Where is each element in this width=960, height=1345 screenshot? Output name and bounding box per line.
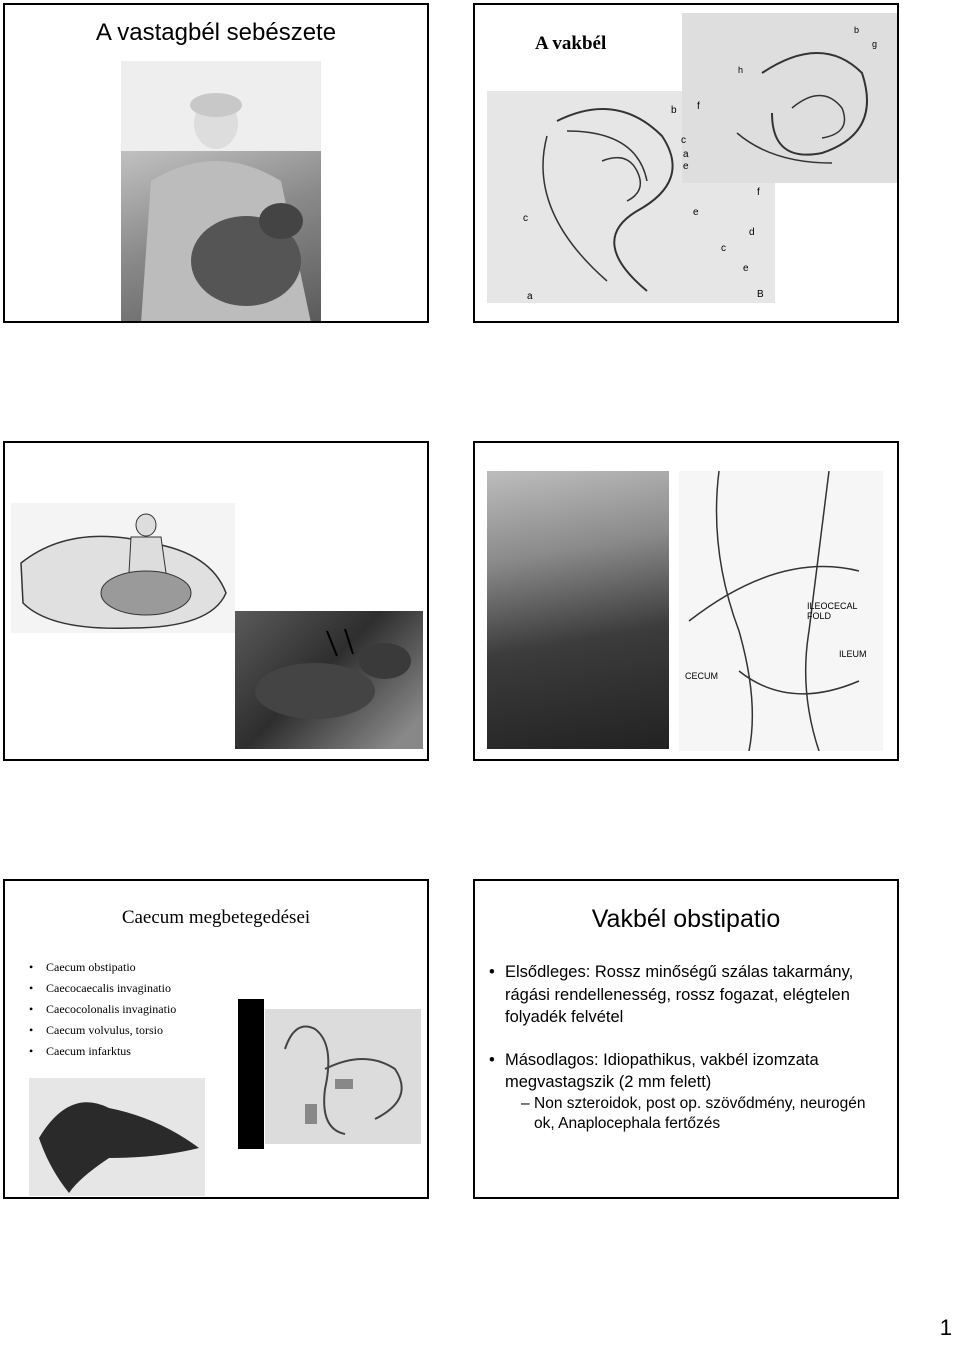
diagram-label: f [697, 101, 700, 112]
diagram-label: c [721, 243, 726, 254]
diagram-label: c [523, 213, 528, 224]
page-number: 1 [939, 1315, 952, 1340]
caecum-diagram-b [682, 13, 899, 183]
list-item: • Caecum obstipatio [29, 957, 176, 978]
colon-diagram [265, 1009, 421, 1144]
diagram-label: B [757, 289, 764, 300]
slide-title: A vastagbél sebészete [95, 19, 337, 46]
drawing-label: ILEUM [839, 649, 867, 659]
diagram-label: e [683, 161, 689, 172]
specimen-photo [29, 1078, 205, 1196]
bullet-secondary: • Másodlagos: Idiopathikus, vakbél izomzata megvastagszik (2 mm felett) [489, 1049, 884, 1094]
ileocecal-drawing [679, 471, 883, 751]
slide-3 [3, 441, 429, 761]
list-item: • Caecum volvulus, torsio [29, 1020, 176, 1041]
diagram-label: a [683, 149, 689, 160]
drawing-label: CECUM [685, 671, 718, 681]
slide-5 [3, 879, 429, 1199]
surgeon-photo [121, 61, 321, 323]
diagram-label: b [671, 105, 677, 116]
horse-surgery-illustration [11, 503, 235, 633]
list-item: • Caecum infarktus [29, 1041, 176, 1062]
diagram-label: c [681, 135, 686, 146]
list-item: • Caecocaecalis invaginatio [29, 978, 176, 999]
diagram-label: g [872, 39, 878, 49]
black-bar [238, 999, 264, 1149]
diagram-label: e [693, 207, 699, 218]
slide-4 [473, 441, 899, 761]
caecum-photo [487, 471, 669, 749]
surgery-photo [235, 611, 423, 749]
list-item: • Caecocolonalis invaginatio [29, 999, 176, 1020]
slide-body [489, 961, 884, 1134]
diagram-label: b [854, 25, 860, 35]
bullet-primary: • Elsődleges: Rossz minőségű szálas takarmány, rágási rendellenesség, rossz fogazat, elégtelen folyadék felvétel [489, 961, 884, 1029]
diagram-label: a [527, 291, 533, 302]
sub-bullet: – Non szteroidok, post op. szövődmény, neurogén ok, Anaplocephala fertőzés [489, 1094, 884, 1134]
diagram-label: d [749, 227, 755, 238]
slide-title: Vakbél obstipatio [591, 905, 781, 933]
slide-title: Caecum megbetegedései [121, 907, 311, 928]
drawing-label: ILEOCECAL FOLD [807, 601, 858, 621]
slide-2 [473, 3, 899, 323]
slide-6 [473, 879, 899, 1199]
diagram-label: h [738, 65, 744, 75]
slide-title: A vakbél [535, 33, 607, 54]
diagram-label: e [743, 263, 749, 274]
diagram-label: f [757, 187, 760, 198]
slide-1 [3, 3, 429, 323]
disease-list [29, 957, 176, 1062]
